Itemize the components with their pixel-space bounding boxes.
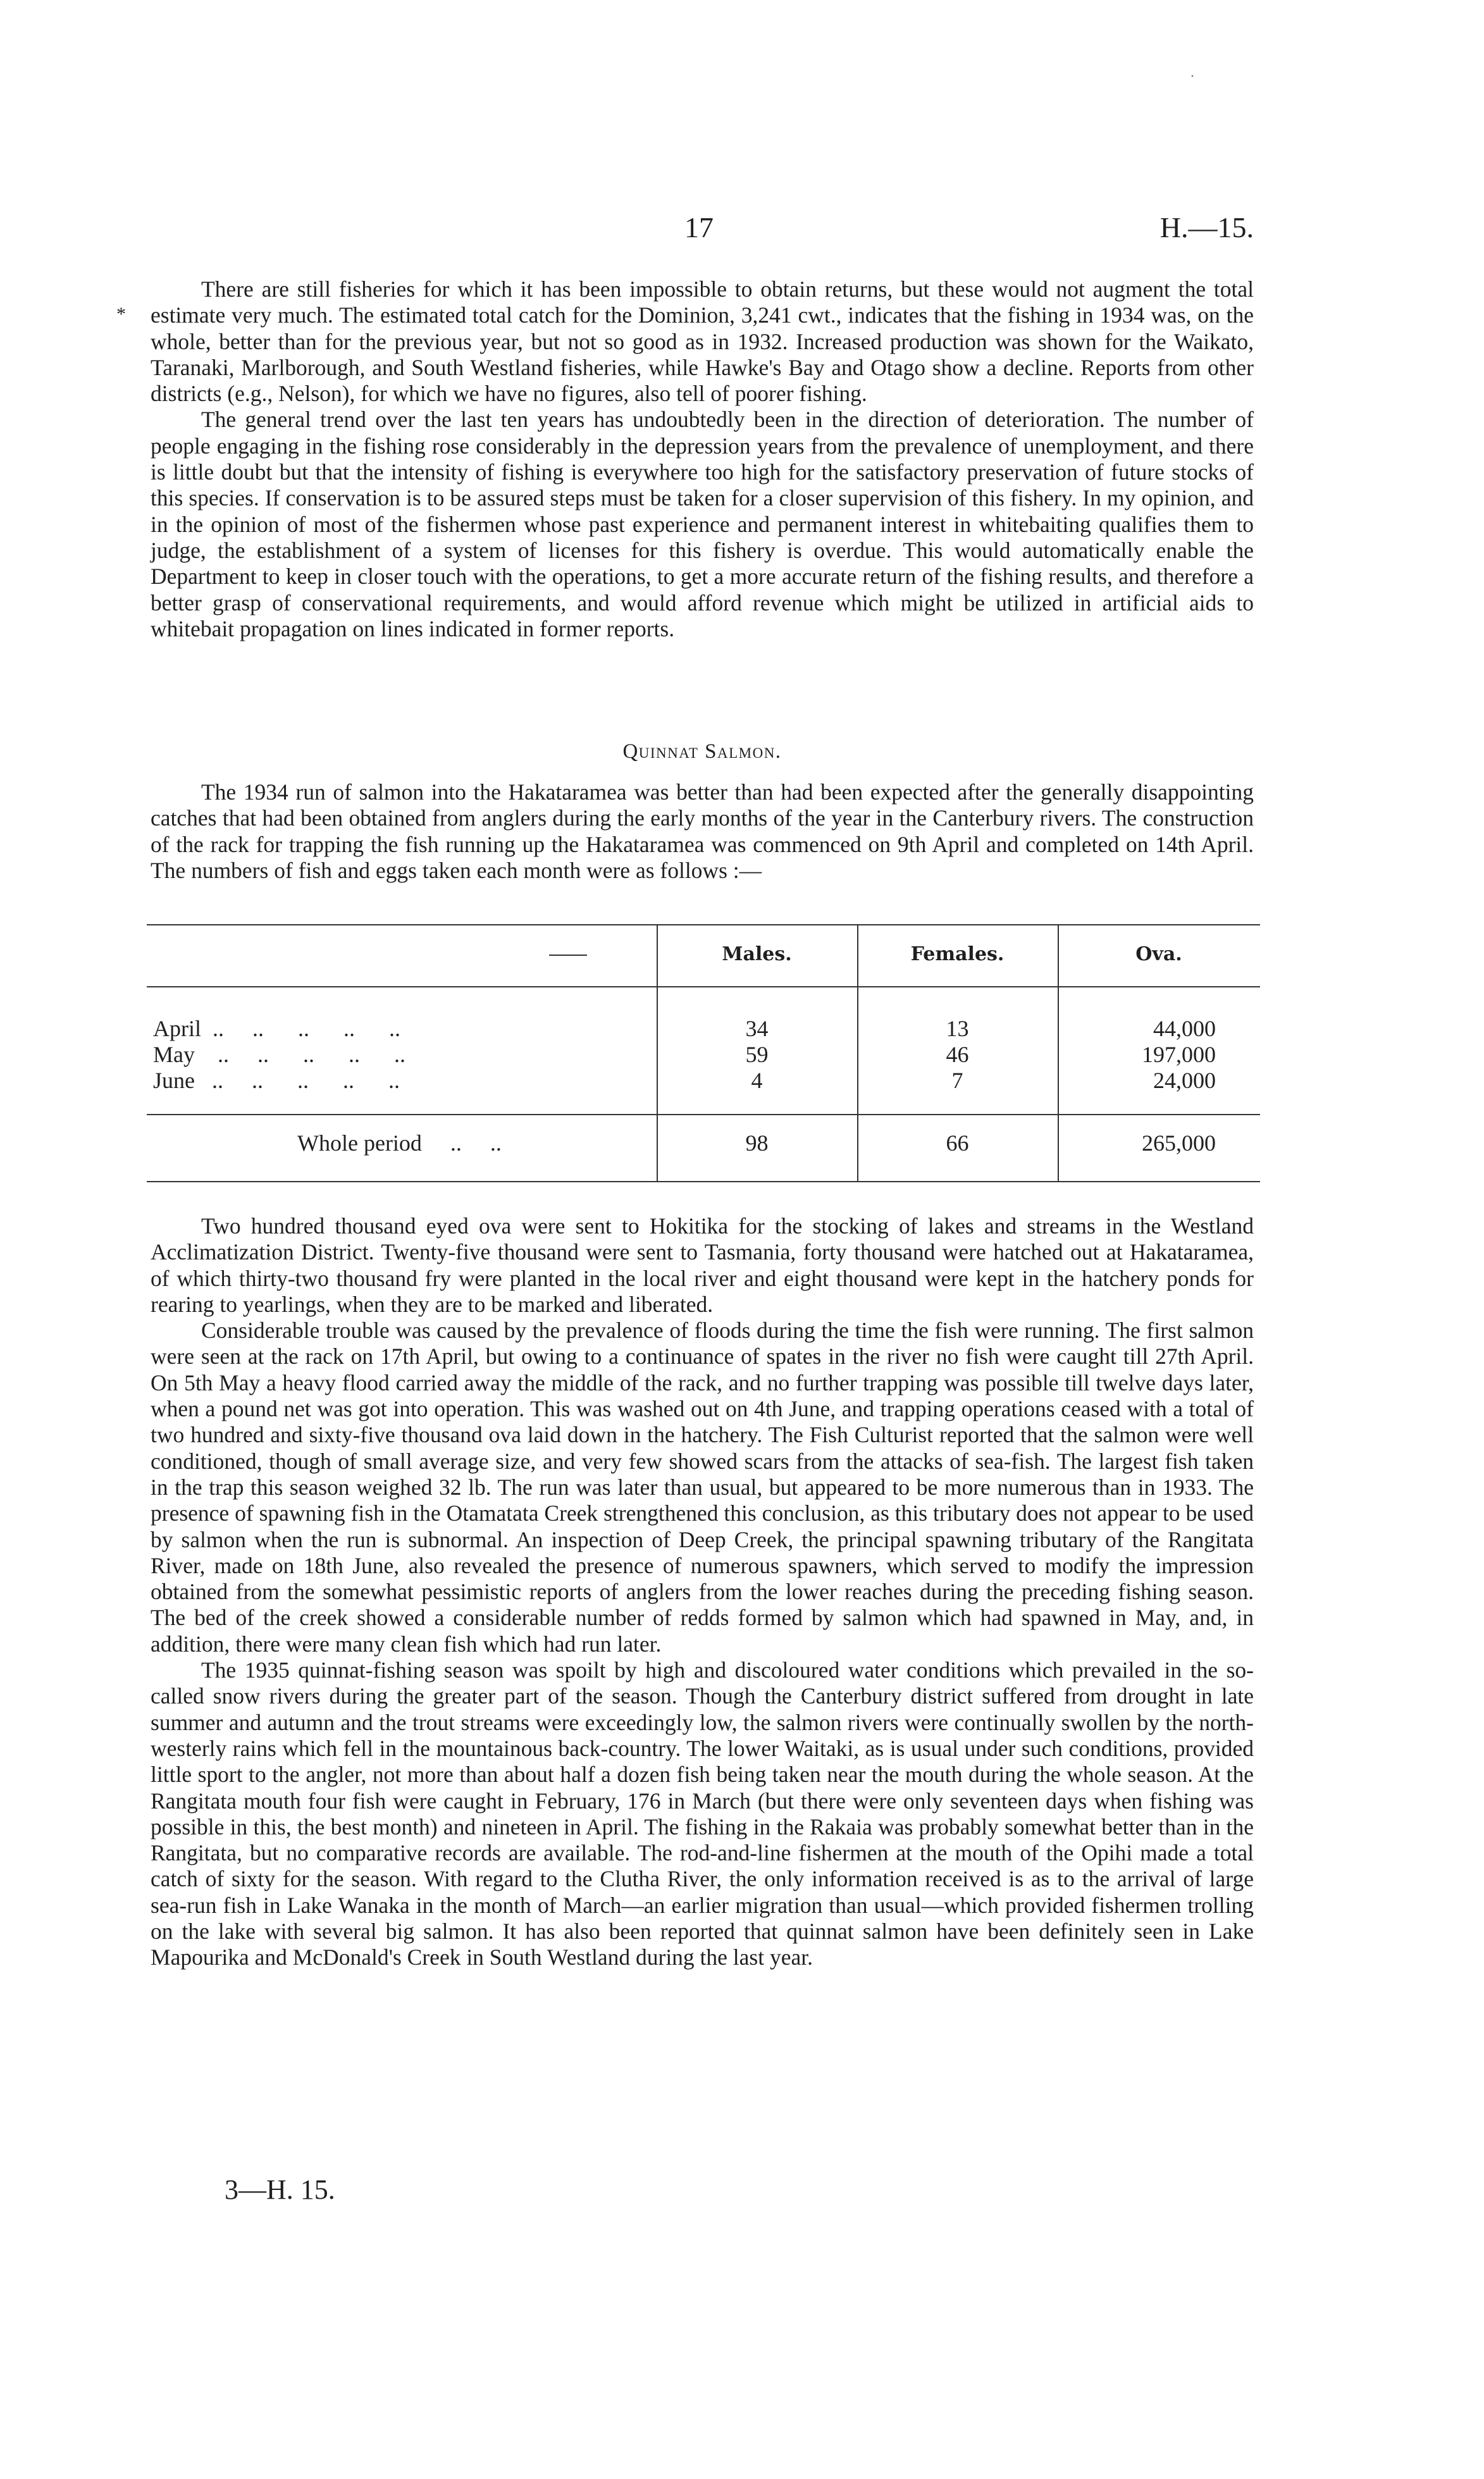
cell-ova: 24,000 bbox=[1153, 1068, 1216, 1093]
report-reference: H.—15. bbox=[1159, 211, 1254, 244]
intro-section bbox=[151, 276, 1254, 642]
margin-dot-mark: · bbox=[1190, 68, 1195, 85]
paragraph: Two hundred thousand eyed ova were sent to Hokitika for the stocking of lakes and streams in the Westland Acclimatization District. Twenty-five thousand were sent to Tasmania, forty thousand were hatched out at Hakataramea, of which thirty-two thousand fry were planted in the local river and eight thousand were kept in the hatchery ponds for rearing to yearlings, when they are to be marked and liberated. bbox=[151, 1213, 1254, 1317]
header-ova: Ova. bbox=[1135, 943, 1182, 965]
cell-males: 59 bbox=[745, 1042, 769, 1067]
salmon-intro-section bbox=[151, 779, 1254, 884]
cell-ova: 44,000 bbox=[1153, 1016, 1216, 1041]
total-label: Whole period .. .. bbox=[297, 1130, 502, 1156]
header-females: Females. bbox=[910, 943, 1005, 965]
total-females: 66 bbox=[946, 1130, 969, 1156]
cell-ova: 197,000 bbox=[1142, 1042, 1216, 1067]
row-label: May .. .. .. .. .. bbox=[153, 1042, 405, 1067]
cell-females: 13 bbox=[946, 1016, 969, 1041]
paragraph: The 1934 run of salmon into the Hakataramea was better than had been expected after the generally disappointing catches that had been obtained from anglers during the early months of the year in the Canterbury rivers. The construction of the rack for trapping the fish running up the Hakataramea was commenced on 9th April and completed on 14th April. The numbers of fish and eggs taken each month were as follows :— bbox=[151, 779, 1254, 883]
cell-males: 4 bbox=[751, 1068, 763, 1093]
cell-females: 46 bbox=[946, 1042, 969, 1067]
post-table-section bbox=[151, 1213, 1254, 1971]
page-number: 17 bbox=[684, 211, 714, 244]
cell-females: 7 bbox=[951, 1068, 963, 1093]
paragraph: The 1935 quinnat-fishing season was spoilt by high and discoloured water conditions which prevailed in the so-called snow rivers during the greater part of the season. Though the Canterbury district suffered from drought in late summer and autumn and the trout streams were exceedingly low, the salmon rivers were continually swollen by the north-westerly rains which fell in the mountainous back-country. The lower Waitaki, as is usual under such conditions, provided little sport to the angler, not more than about half a dozen fish being taken near the mouth during the whole season. At the Rangitata mouth four fish were caught in February, 176 in March (but there were only seventeen days when fishing was possible in this, the best month) and nineteen in April. The fishing in the Rakaia was probably somewhat better than in the Rangitata, but no comparative records are available. The rod-and-line fishermen at the mouth of the Opihi made a total catch of sixty for the season. With regard to the Clutha River, the only information received is as to the arrival of large sea-run fish in Lake Wanaka in the month of March—an earlier migration than usual—which provided fishermen trolling on the lake with several big salmon. It has also been reported that quinnat salmon have been definitely seen in Lake Mapourika and McDonald's Creek in South Westland during the last year. bbox=[151, 1657, 1254, 1970]
paragraph: Considerable trouble was caused by the prevalence of floods during the time the fish were running. The first salmon were seen at the rack on 17th April, but owing to a continuance of spates in the river no fish were caught till 27th April. On 5th May a heavy flood carried away the middle of the rack, and no further trapping was possible till twelve days later, when a pound net was got into operation. This was washed out on 4th June, and trapping operations ceased with a total of two hundred and sixty-five thousand ova laid down in the hatchery. The Fish Culturist reported that the salmon were well conditioned, though of small average size, and very few showed scars from the attacks of sea-fish. The largest fish taken in the trap this season weighed 32 lb. The run was later than usual, but appeared to be more numerous than in 1933. The presence of spawning fish in the Otamatata Creek strengthened this conclusion, as this tributary does not appear to be used by salmon when the run is subnormal. An inspection of Deep Creek, the principal spawning tributary of the Rangitata River, made on 18th June, also revealed the presence of numerous spawners, which served to modify the impression obtained from the somewhat pessimistic reports of anglers from the lower reaches during the preceding fishing season. The bed of the creek showed a considerable number of redds formed by salmon which had spawned in May, and, in addition, there were many clean fish which had run later. bbox=[151, 1318, 1254, 1657]
margin-star-mark: * bbox=[116, 304, 126, 325]
section-heading: Quinnat Salmon. bbox=[622, 740, 782, 763]
paragraph: The general trend over the last ten years has undoubtedly been in the direction of deterioration. The number of people engaging in the fishing rose considerably in the depression years from the prevalence of unemployment, and there is little doubt but that the intensity of fishing is everywhere too high for the satisfactory preservation of future stocks of this species. If conservation is to be assured steps must be taken for a closer supervision of this fishery. In my opinion, and in the opinion of most of the fishermen whose past experience and permanent interest in whitebaiting qualifies them to judge, the establishment of a system of licenses for this fishery is overdue. This would automatically enable the Department to keep in closer touch with the operations, to get a more accurate return of the fishing results, and therefore a better grasp of conservational requirements, and would afford revenue which might be utilized in artificial aids to whitebait propagation on lines indicated in former reports. bbox=[151, 407, 1254, 641]
row-label: June .. .. .. .. .. bbox=[153, 1068, 400, 1093]
paragraph: There are still fisheries for which it has been impossible to obtain returns, but these would not augment the total estimate very much. The estimated total catch for the Dominion, 3,241 cwt., indicates that the fishing in 1934 was, on the whole, better than for the previous year, but not so good as in 1932. Increased production was shown for the Waikato, Taranaki, Marlborough, and South Westland fisheries, while Hawke's Bay and Otago show a decline. Reports from other districts (e.g., Nelson), for which we have no figures, also tell of poorer fishing. bbox=[151, 276, 1254, 407]
header-males: Males. bbox=[722, 943, 792, 965]
footer-signature: 3—H. 15. bbox=[225, 2174, 335, 2205]
total-males: 98 bbox=[745, 1130, 769, 1156]
header-dash bbox=[549, 955, 587, 956]
total-ova: 265,000 bbox=[1142, 1130, 1216, 1156]
cell-males: 34 bbox=[745, 1016, 769, 1041]
row-label: April .. .. .. .. .. bbox=[153, 1016, 400, 1041]
